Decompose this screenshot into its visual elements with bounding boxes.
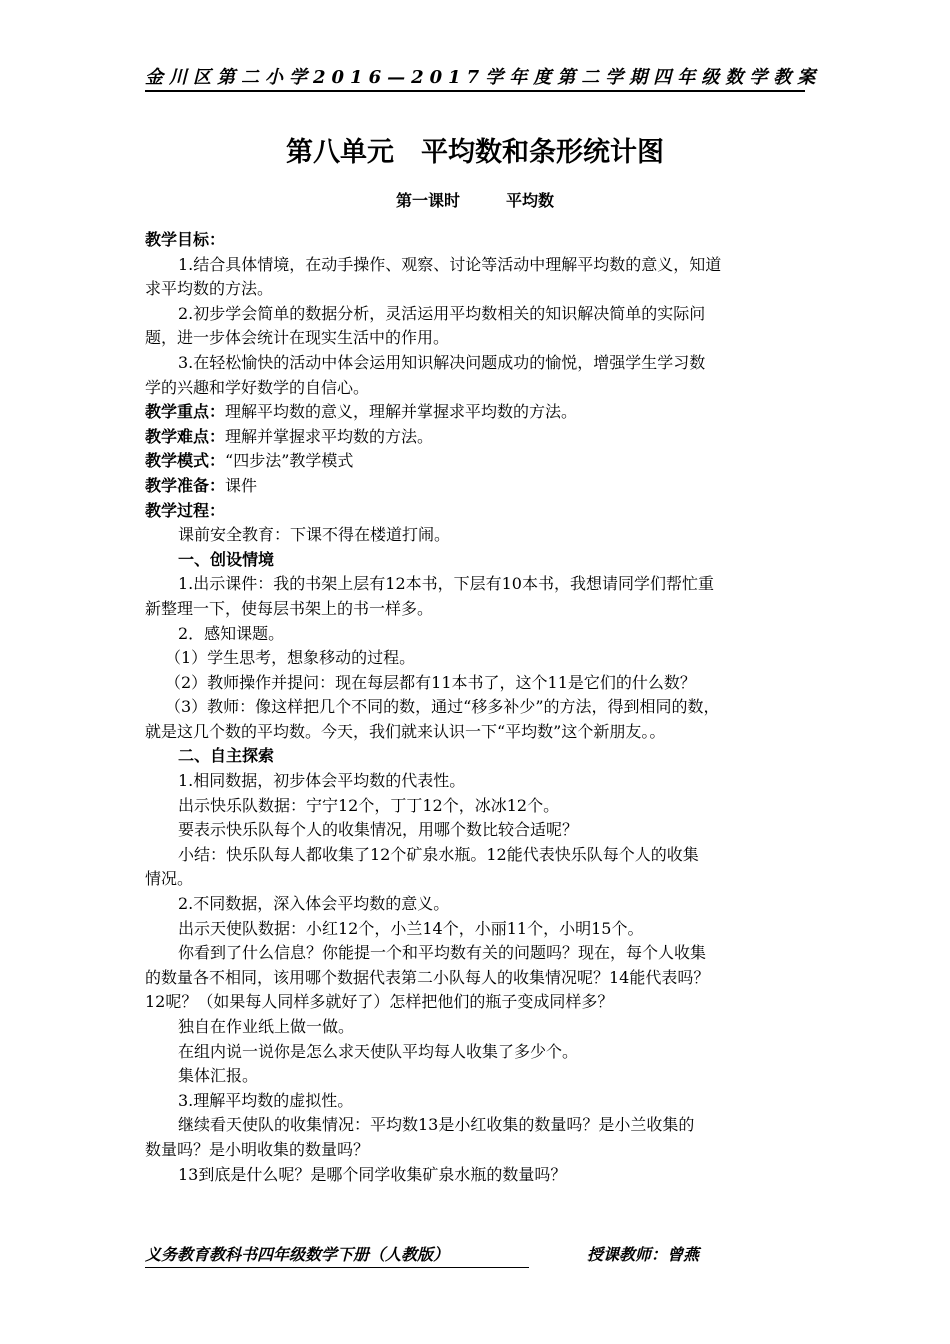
part-2-item-2-do: 独自在作业纸上做一做。 [178, 1017, 355, 1036]
goal-2-line-1: 2.初步学会简单的数据分析，灵活运用平均数相关的知识解决简单的实际问 [178, 303, 706, 323]
prep-label: 教学准备： [145, 475, 226, 495]
teaching-mode [145, 449, 809, 474]
teaching-prep [145, 474, 809, 499]
safety-note: 课前安全教育：下课不得在楼道打闹。 [178, 525, 451, 545]
part-2-item-1-question: 要表示快乐队每个人的收集情况，用哪个数比较合适呢？ [178, 820, 579, 840]
part-1-sub-3-line-2: 就是这几个数的平均数。今天，我们就来认识一下“平均数”这个新朋友。。 [145, 721, 666, 741]
goal-1-line-2: 求平均数的方法。 [145, 279, 274, 299]
part-1-sub-3-line-1: （3）教师：像这样把几个不同的数，通过“移多补少”的方法，得到相同的数， [165, 697, 720, 717]
lesson-number: 第一课时 [395, 191, 460, 210]
lesson-plan-body [145, 228, 809, 1187]
footer-book: 义务教育教科书四年级数学下册（人教版） [145, 1243, 529, 1268]
goal-3-line-2: 学的兴趣和学好数学的自信心。 [145, 377, 370, 397]
part-2-item-2-talk: 在组内说一说你是怎么求天使队平均每人收集了多少个。 [178, 1041, 579, 1061]
part-1-item-1-line-1: 1.出示课件：我的书架上层有12本书，下层有10本书，我想请同学们帮忙重 [178, 574, 714, 594]
part-2-item-2-data: 出示天使队数据：小红12个，小兰14个，小丽11个，小明15个。 [178, 918, 644, 938]
page-footer [145, 1243, 725, 1267]
part-2-item-2-question-line-3: 12呢？（如果每人同样多就好了）怎样把他们的瓶子变成同样多？ [145, 992, 614, 1012]
goal-3-line-1: 3.在轻松愉快的活动中体会运用知识解决问题成功的愉悦，增强学生学习数 [178, 352, 706, 372]
part-1-item-2: 2．感知课题。 [178, 623, 285, 643]
lesson-topic: 平均数 [506, 191, 555, 210]
difficulty-point [145, 425, 809, 450]
goal-2-line-2: 题，进一步体会统计在现实生活中的作用。 [145, 328, 450, 348]
part-1-sub-2: （2）教师操作并提问：现在每层都有11本书了，这个11是它们的什么数？ [165, 672, 696, 692]
prep-text: 课件 [225, 475, 258, 495]
part-2-item-2: 2.不同数据，深入体会平均数的意义。 [178, 894, 450, 914]
part-2-item-1-data: 出示快乐队数据：宁宁12个，丁丁12个，冰冰12个。 [178, 795, 560, 815]
goals-heading [145, 228, 809, 253]
part-2-item-3-line-2: 数量吗？是小明收集的数量吗？ [145, 1139, 370, 1159]
part-2-item-2-question-line-2: 的数量各不相同，该用哪个数据代表第二小队每人的收集情况呢？14能代表吗？ [145, 967, 710, 987]
part-2-item-3: 3.理解平均数的虚拟性。 [178, 1090, 354, 1110]
part-2-item-1-summary-line-2: 情况。 [145, 869, 194, 889]
key-text: 理解平均数的意义，理解并掌握求平均数的方法。 [225, 402, 578, 422]
part-2-item-2-question-line-1: 你看到了什么信息？你能提一个和平均数有关的问题吗？现在，每个人收集 [178, 943, 707, 963]
part-1-title: 一、创设情境 [178, 549, 275, 569]
page-header: 金川区第二小学2016—2017学年度第二学期四年级数学教案 [145, 66, 805, 92]
goal-1-line-1: 1.结合具体情境，在动手操作、观察、讨论等活动中理解平均数的意义，知道 [178, 254, 722, 274]
unit-title: 第八单元 平均数和条形统计图 [286, 137, 664, 168]
difficulty-label: 教学难点： [145, 426, 226, 446]
part-2-item-1-summary-line-1: 小结：快乐队每人都收集了12个矿泉水瓶。12能代表快乐队每个人的收集 [178, 844, 699, 864]
mode-text: “四步法”教学模式 [225, 451, 354, 471]
footer-teacher: 授课教师：曾燕 [587, 1245, 700, 1264]
process-heading [145, 499, 809, 524]
part-2-item-2-report: 集体汇报。 [178, 1066, 259, 1086]
goals-label: 教学目标： [145, 230, 226, 249]
key-point [145, 400, 809, 425]
mode-label: 教学模式： [145, 451, 226, 471]
part-2-title: 二、自主探索 [178, 746, 275, 766]
difficulty-text: 理解并掌握求平均数的方法。 [225, 426, 434, 446]
part-1-sub-1: （1）学生思考，想象移动的过程。 [165, 648, 416, 668]
part-2-item-1: 1.相同数据，初步体会平均数的代表性。 [178, 771, 466, 791]
lesson-subtitle [0, 188, 950, 211]
process-label: 教学过程： [145, 500, 226, 520]
part-2-item-3-line-1: 继续看天使队的收集情况：平均数13是小红收集的数量吗？是小兰收集的 [178, 1115, 695, 1135]
part-2-item-3-line-3: 13到底是什么呢？是哪个同学收集矿泉水瓶的数量吗？ [178, 1164, 567, 1184]
part-1-item-1-line-2: 新整理一下，使每层书架上的书一样多。 [145, 598, 434, 618]
key-label: 教学重点： [145, 402, 226, 422]
